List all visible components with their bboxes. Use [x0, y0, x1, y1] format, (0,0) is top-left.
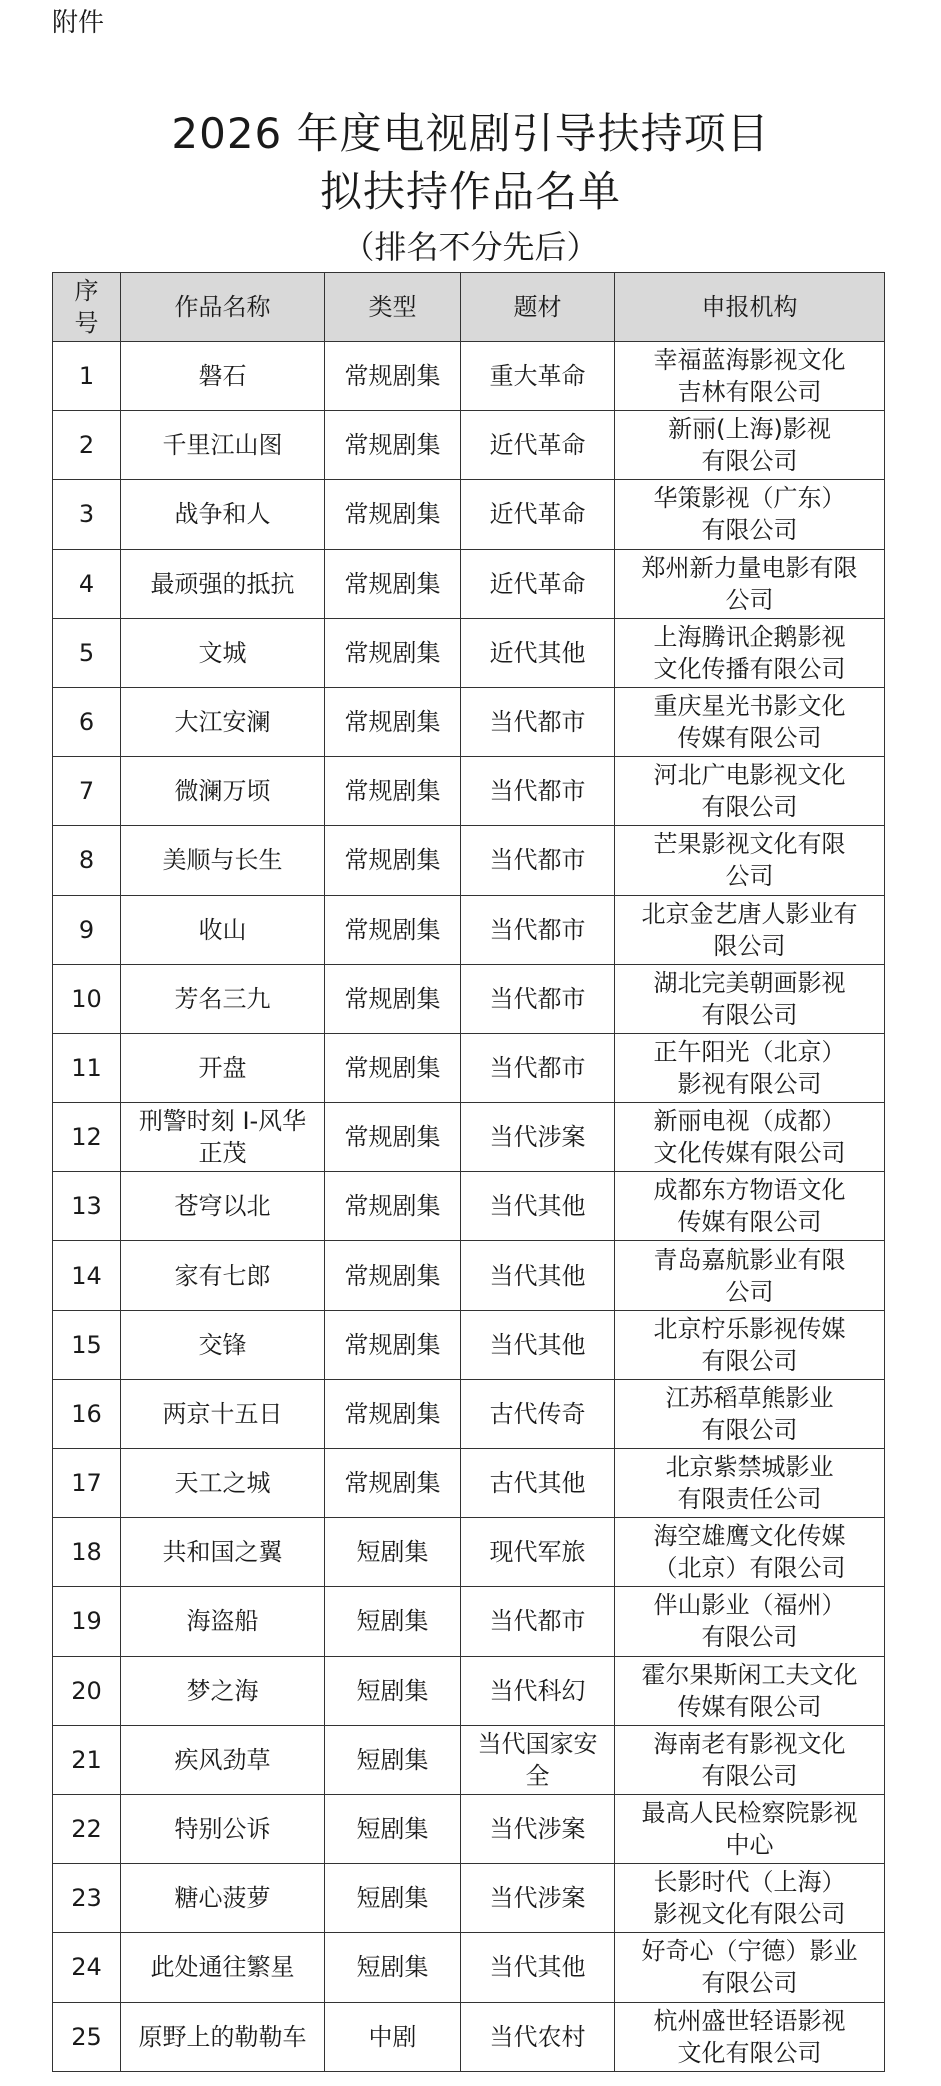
- table-row: [53, 480, 885, 549]
- cell-type: 中剧: [325, 2002, 461, 2071]
- header-org: 申报机构: [615, 273, 885, 342]
- cell-org: [615, 1033, 885, 1102]
- header-theme: 题材: [461, 273, 615, 342]
- cell-theme: 古代其他: [461, 1449, 615, 1518]
- cell-org: [615, 342, 885, 411]
- cell-org-line1: 江苏稻草熊影业: [665, 1383, 834, 1412]
- cell-type: 短剧集: [325, 1518, 461, 1587]
- cell-org: [615, 1587, 885, 1656]
- cell-org-line2: 有限公司: [701, 447, 798, 476]
- cell-no: 16: [53, 1379, 121, 1448]
- cell-theme: 当代都市: [461, 757, 615, 826]
- cell-type: 短剧集: [325, 1725, 461, 1794]
- cell-org: [615, 1310, 885, 1379]
- cell-type: 常规剧集: [325, 549, 461, 618]
- cell-no: 18: [53, 1518, 121, 1587]
- cell-no: 15: [53, 1310, 121, 1379]
- cell-name: [121, 1103, 325, 1172]
- cell-org: [615, 2002, 885, 2071]
- cell-name: 千里江山图: [121, 411, 325, 480]
- cell-org: [615, 549, 885, 618]
- table-row: [53, 342, 885, 411]
- cell-type: 短剧集: [325, 1656, 461, 1725]
- cell-org-line2: 有限公司: [701, 516, 798, 545]
- table-row: [53, 1656, 885, 1725]
- cell-org: [615, 757, 885, 826]
- table-row: [53, 1449, 885, 1518]
- cell-type: 常规剧集: [325, 1033, 461, 1102]
- cell-type: 短剧集: [325, 1794, 461, 1863]
- cell-type: 常规剧集: [325, 342, 461, 411]
- project-list-table: [52, 272, 885, 2072]
- table-row: [53, 1794, 885, 1863]
- cell-org-line2: 公司: [725, 1277, 774, 1306]
- cell-theme: 当代都市: [461, 826, 615, 895]
- cell-org: [615, 1379, 885, 1448]
- cell-theme: 当代其他: [461, 1172, 615, 1241]
- cell-theme: 当代都市: [461, 1587, 615, 1656]
- cell-type: 常规剧集: [325, 618, 461, 687]
- cell-name: 最顽强的抵抗: [121, 549, 325, 618]
- header-no-line1: 序: [74, 277, 99, 305]
- cell-org: [615, 1725, 885, 1794]
- cell-org-line1: 长影时代（上海）: [653, 1868, 846, 1897]
- header-name: 作品名称: [121, 273, 325, 342]
- cell-name: 两京十五日: [121, 1379, 325, 1448]
- cell-org: [615, 964, 885, 1033]
- document-title-line1: 2026 年度电视剧引导扶持项目: [171, 109, 770, 158]
- cell-theme-line1: 当代国家安: [477, 1729, 598, 1758]
- cell-theme: 当代都市: [461, 1033, 615, 1102]
- cell-theme: 当代都市: [461, 895, 615, 964]
- cell-theme: 当代涉案: [461, 1864, 615, 1933]
- cell-org: [615, 1933, 885, 2002]
- cell-name: 收山: [121, 895, 325, 964]
- cell-org: [615, 1864, 885, 1933]
- cell-org-line2: 文化有限公司: [677, 2038, 822, 2067]
- cell-org-line2: （北京）有限公司: [653, 1554, 846, 1583]
- table-row: [53, 1033, 885, 1102]
- cell-type: 常规剧集: [325, 1172, 461, 1241]
- cell-name: 此处通往繁星: [121, 1933, 325, 2002]
- cell-theme: 当代科幻: [461, 1656, 615, 1725]
- document-title-line2: 拟扶持作品名单: [319, 167, 621, 216]
- cell-name: 海盗船: [121, 1587, 325, 1656]
- cell-org-line1: 新丽(上海)影视: [668, 415, 831, 444]
- cell-org-line2: 传媒有限公司: [677, 724, 822, 753]
- cell-name: 微澜万顷: [121, 757, 325, 826]
- cell-org: [615, 1103, 885, 1172]
- cell-org: [615, 1794, 885, 1863]
- header-type: 类型: [325, 273, 461, 342]
- cell-type: 常规剧集: [325, 480, 461, 549]
- cell-no: 5: [53, 618, 121, 687]
- cell-no: 25: [53, 2002, 121, 2071]
- cell-no: 23: [53, 1864, 121, 1933]
- cell-theme: 当代都市: [461, 964, 615, 1033]
- table-row: [53, 1933, 885, 2002]
- table-row: [53, 1379, 885, 1448]
- cell-theme: 近代革命: [461, 411, 615, 480]
- cell-org-line2: 公司: [725, 585, 774, 614]
- cell-theme: [461, 1725, 615, 1794]
- cell-no: 19: [53, 1587, 121, 1656]
- cell-org: [615, 895, 885, 964]
- cell-org-line2: 有限公司: [701, 1761, 798, 1790]
- cell-name: 糖心菠萝: [121, 1864, 325, 1933]
- header-no-line2: 号: [74, 309, 99, 337]
- cell-name: 美顺与长生: [121, 826, 325, 895]
- cell-theme: 近代革命: [461, 549, 615, 618]
- cell-type: 常规剧集: [325, 687, 461, 756]
- cell-type: 常规剧集: [325, 757, 461, 826]
- cell-name: 特别公诉: [121, 1794, 325, 1863]
- table-row: [53, 687, 885, 756]
- cell-org-line2: 限公司: [713, 931, 786, 960]
- cell-org-line2: 有限责任公司: [677, 1485, 822, 1514]
- cell-type: 常规剧集: [325, 411, 461, 480]
- cell-org-line1: 上海腾讯企鹅影视: [653, 622, 846, 651]
- cell-name: 战争和人: [121, 480, 325, 549]
- cell-org-line1: 北京金艺唐人影业有: [641, 899, 858, 928]
- cell-org: [615, 687, 885, 756]
- table-row: [53, 2002, 885, 2071]
- cell-org-line1: 正午阳光（北京）: [653, 1037, 846, 1066]
- cell-type: 常规剧集: [325, 1241, 461, 1310]
- cell-org-line1: 伴山影业（福州）: [653, 1591, 846, 1620]
- cell-org-line2: 传媒有限公司: [677, 1208, 822, 1237]
- cell-org-line1: 北京紫禁城影业: [665, 1453, 834, 1482]
- cell-theme: 当代涉案: [461, 1103, 615, 1172]
- cell-type: 常规剧集: [325, 1449, 461, 1518]
- cell-name: 芳名三九: [121, 964, 325, 1033]
- cell-no: 21: [53, 1725, 121, 1794]
- cell-theme: 近代其他: [461, 618, 615, 687]
- cell-name: 天工之城: [121, 1449, 325, 1518]
- cell-org-line2: 中心: [725, 1831, 774, 1860]
- cell-org-line1: 芒果影视文化有限: [653, 830, 846, 859]
- cell-no: 8: [53, 826, 121, 895]
- cell-theme: 当代其他: [461, 1310, 615, 1379]
- cell-name: 开盘: [121, 1033, 325, 1102]
- cell-org-line2: 文化传媒有限公司: [653, 1139, 846, 1168]
- cell-type: 常规剧集: [325, 1103, 461, 1172]
- cell-org-line2: 有限公司: [701, 1346, 798, 1375]
- cell-org-line1: 最高人民检察院影视: [641, 1799, 858, 1828]
- cell-name: 疾风劲草: [121, 1725, 325, 1794]
- cell-theme: 当代都市: [461, 687, 615, 756]
- document-subtitle: （排名不分先后）: [342, 228, 599, 266]
- cell-org-line1: 湖北完美朝画影视: [653, 968, 846, 997]
- cell-no: 24: [53, 1933, 121, 2002]
- attachment-label: 附件: [52, 8, 105, 38]
- cell-org-line1: 幸福蓝海影视文化: [653, 346, 846, 375]
- table-row: [53, 1172, 885, 1241]
- cell-org-line1: 好奇心（宁德）影业: [641, 1937, 858, 1966]
- cell-name: 磐石: [121, 342, 325, 411]
- cell-no: 4: [53, 549, 121, 618]
- table-row: [53, 757, 885, 826]
- cell-theme: 古代传奇: [461, 1379, 615, 1448]
- cell-type: 常规剧集: [325, 1310, 461, 1379]
- cell-no: 20: [53, 1656, 121, 1725]
- cell-type: 常规剧集: [325, 1379, 461, 1448]
- cell-type: 常规剧集: [325, 826, 461, 895]
- cell-no: 13: [53, 1172, 121, 1241]
- table-row: [53, 1241, 885, 1310]
- cell-org-line1: 霍尔果斯闲工夫文化: [641, 1660, 858, 1689]
- table-row: [53, 826, 885, 895]
- cell-org-line2: 有限公司: [701, 1000, 798, 1029]
- cell-theme: 当代涉案: [461, 1794, 615, 1863]
- cell-org-line2: 有限公司: [701, 1969, 798, 1998]
- cell-no: 3: [53, 480, 121, 549]
- cell-name: 苍穹以北: [121, 1172, 325, 1241]
- cell-no: 11: [53, 1033, 121, 1102]
- cell-name: 交锋: [121, 1310, 325, 1379]
- cell-org-line2: 影视有限公司: [677, 1069, 822, 1098]
- cell-org-line2: 公司: [725, 862, 774, 891]
- header-row: [53, 273, 885, 342]
- cell-org: [615, 480, 885, 549]
- cell-no: 6: [53, 687, 121, 756]
- table-row: [53, 895, 885, 964]
- cell-type: 常规剧集: [325, 895, 461, 964]
- cell-org-line1: 河北广电影视文化: [653, 761, 846, 790]
- table-row: [53, 411, 885, 480]
- cell-org-line2: 传媒有限公司: [677, 1692, 822, 1721]
- cell-name: 梦之海: [121, 1656, 325, 1725]
- cell-org-line2: 吉林有限公司: [677, 378, 822, 407]
- cell-no: 2: [53, 411, 121, 480]
- cell-org: [615, 1449, 885, 1518]
- table-row: [53, 1725, 885, 1794]
- table-row: [53, 1864, 885, 1933]
- cell-no: 12: [53, 1103, 121, 1172]
- cell-name-line1: 刑警时刻 I-风华: [138, 1107, 307, 1136]
- cell-org-line1: 成都东方物语文化: [653, 1176, 846, 1205]
- cell-org-line1: 青岛嘉航影业有限: [653, 1245, 846, 1274]
- cell-theme: 当代其他: [461, 1933, 615, 2002]
- cell-name-line2: 正茂: [198, 1139, 247, 1168]
- cell-theme: 当代农村: [461, 2002, 615, 2071]
- cell-org-line2: 文化传播有限公司: [653, 654, 846, 683]
- cell-name: 原野上的勒勒车: [121, 2002, 325, 2071]
- cell-org-line1: 华策影视（广东）: [653, 484, 846, 513]
- cell-no: 14: [53, 1241, 121, 1310]
- cell-theme: 当代其他: [461, 1241, 615, 1310]
- cell-org-line1: 新丽电视（成都）: [653, 1107, 846, 1136]
- cell-org: [615, 1656, 885, 1725]
- cell-org-line1: 海南老有影视文化: [653, 1729, 846, 1758]
- cell-name: 文城: [121, 618, 325, 687]
- cell-no: 10: [53, 964, 121, 1033]
- cell-no: 9: [53, 895, 121, 964]
- cell-no: 22: [53, 1794, 121, 1863]
- header-no: [53, 273, 121, 342]
- table-row: [53, 1310, 885, 1379]
- cell-org: [615, 826, 885, 895]
- cell-no: 17: [53, 1449, 121, 1518]
- cell-org-line1: 海空雄鹰文化传媒: [653, 1522, 846, 1551]
- cell-type: 短剧集: [325, 1864, 461, 1933]
- table-row: [53, 1587, 885, 1656]
- cell-org-line1: 重庆星光书影文化: [653, 692, 846, 721]
- cell-theme: 重大革命: [461, 342, 615, 411]
- cell-org: [615, 1241, 885, 1310]
- table-row: [53, 618, 885, 687]
- cell-type: 常规剧集: [325, 964, 461, 1033]
- cell-no: 1: [53, 342, 121, 411]
- table-row: [53, 1103, 885, 1172]
- cell-theme: 近代革命: [461, 480, 615, 549]
- cell-org-line2: 影视文化有限公司: [653, 1900, 846, 1929]
- cell-org-line1: 杭州盛世轻语影视: [653, 2006, 846, 2035]
- table-row: [53, 549, 885, 618]
- table-row: [53, 1518, 885, 1587]
- cell-type: 短剧集: [325, 1933, 461, 2002]
- cell-theme: 现代军旅: [461, 1518, 615, 1587]
- cell-org-line2: 有限公司: [701, 1623, 798, 1652]
- cell-org-line2: 有限公司: [701, 1415, 798, 1444]
- cell-no: 7: [53, 757, 121, 826]
- cell-org: [615, 1518, 885, 1587]
- cell-org-line1: 郑州新力量电影有限: [641, 553, 858, 582]
- table-header: [53, 273, 885, 342]
- cell-org: [615, 1172, 885, 1241]
- table-body: [53, 342, 885, 2072]
- cell-name: 家有七郎: [121, 1241, 325, 1310]
- cell-org-line1: 北京柠乐影视传媒: [653, 1314, 846, 1343]
- table-row: [53, 964, 885, 1033]
- cell-org: [615, 618, 885, 687]
- cell-name: 共和国之翼: [121, 1518, 325, 1587]
- cell-theme-line2: 全: [525, 1761, 550, 1790]
- cell-org-line2: 有限公司: [701, 793, 798, 822]
- cell-org: [615, 411, 885, 480]
- cell-type: 短剧集: [325, 1587, 461, 1656]
- cell-name: 大江安澜: [121, 687, 325, 756]
